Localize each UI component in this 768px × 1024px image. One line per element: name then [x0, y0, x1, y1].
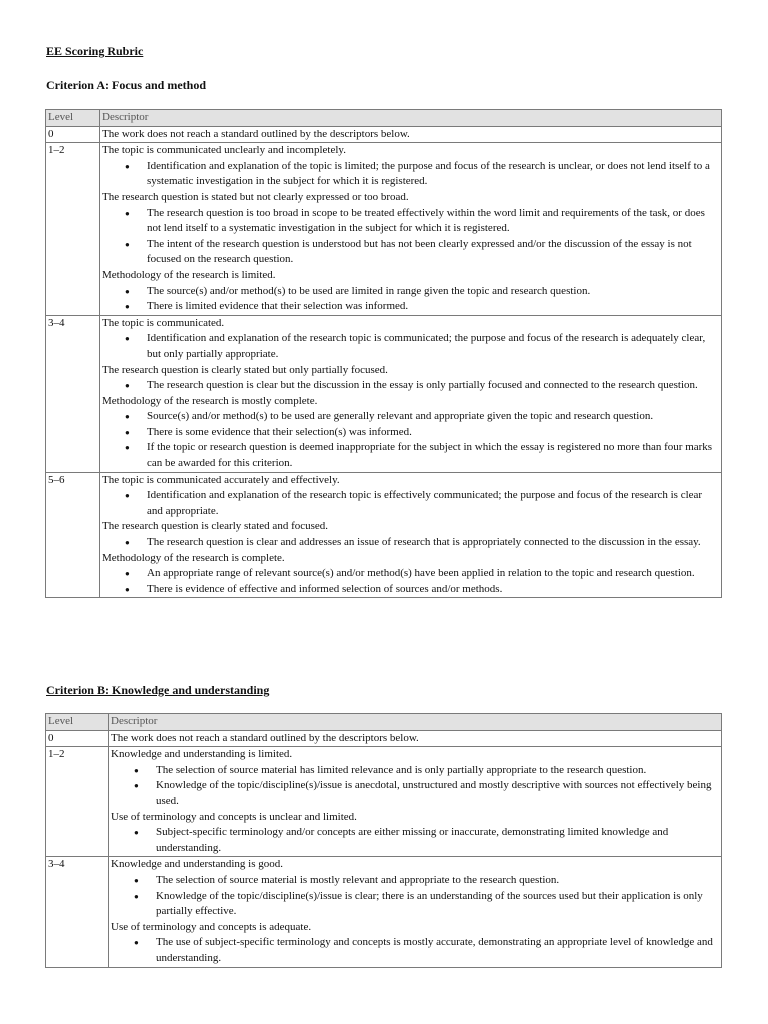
bullet-list	[111, 763, 719, 810]
descriptor-statement: Methodology of the research is complete.	[102, 551, 285, 564]
table-row	[46, 472, 722, 598]
descriptor-statement: The research question is clearly stated and focused.	[102, 520, 329, 533]
table-row	[46, 315, 722, 472]
descriptor-statement: The topic is communicated.	[102, 316, 225, 329]
level-cell: 1–2	[46, 747, 109, 857]
bullet-list	[102, 488, 719, 519]
bullet-item: ● The use of subject-specific terminology and concepts is mostly accurate, demonstrating an appropriate level of knowledge and understanding.	[156, 935, 719, 966]
bullet-item: ● There is evidence of effective and informed selection of sources and/or methods.	[147, 582, 719, 598]
bullet-list	[102, 159, 719, 190]
descriptor-statement: The work does not reach a standard outlined by the descriptors below.	[111, 731, 419, 744]
descriptor-statement: The research question is clearly stated but only partially focused.	[102, 363, 388, 376]
level-column-header: Level	[46, 110, 100, 127]
level-cell: 0	[46, 126, 100, 143]
descriptor-cell	[109, 730, 722, 747]
bullet-list	[102, 378, 719, 394]
table-row	[46, 747, 722, 857]
table-row	[46, 730, 722, 747]
bullet-list	[102, 409, 719, 471]
bullet-list	[102, 284, 719, 315]
descriptor-statement: The research question is stated but not clearly expressed or too broad.	[102, 190, 409, 203]
descriptor-statement: Use of terminology and concepts is unclear and limited.	[111, 810, 357, 823]
bullet-list	[102, 535, 719, 551]
bullet-list	[111, 935, 719, 966]
bullet-list	[111, 873, 719, 920]
criterion-b-heading: Criterion B: Knowledge and understanding	[46, 683, 270, 697]
bullet-item: ● Identification and explanation of the topic is limited; the purpose and focus of the research is unclear, or does not lend itself to a systematic investigation in the subject for which it is registered.	[147, 159, 719, 190]
level-cell: 1–2	[46, 143, 100, 316]
criterion-a-table	[45, 109, 722, 598]
descriptor-cell	[109, 747, 722, 857]
bullet-item: ● Knowledge of the topic/discipline(s)/issue is clear; there is an understanding of the sources used but their application is only partially effective.	[156, 889, 719, 920]
level-cell: 0	[46, 730, 109, 747]
bullet-item: ● The selection of source material has limited relevance and is only partially appropriate to the research question.	[156, 763, 719, 779]
document-title: EE Scoring Rubric	[46, 44, 144, 58]
bullet-item: ● There is some evidence that their selection(s) was informed.	[147, 425, 719, 441]
bullet-item: ● The research question is clear and addresses an issue of research that is appropriately connected to the discussion in the essay.	[147, 535, 719, 551]
bullet-item: ● Identification and explanation of the research topic is communicated; the purpose and focus of the research is adequately clear, but only partially appropriate.	[147, 331, 719, 362]
bullet-item: ● The research question is clear but the discussion in the essay is only partially focused and connected to the research question.	[147, 378, 719, 394]
bullet-item: ● Source(s) and/or method(s) to be used are generally relevant and appropriate given the topic and research question.	[147, 409, 719, 425]
descriptor-statement: The topic is communicated accurately and effectively.	[102, 473, 340, 486]
bullet-item: ● The selection of source material is mostly relevant and appropriate to the research question.	[156, 873, 719, 889]
descriptor-statement: Methodology of the research is limited.	[102, 268, 276, 281]
bullet-list	[102, 566, 719, 597]
descriptor-statement: Knowledge and understanding is good.	[111, 858, 283, 871]
level-cell: 3–4	[46, 315, 100, 472]
bullet-item: ● Identification and explanation of the research topic is effectively communicated; the purpose and focus of the research is clear and appropriate.	[147, 488, 719, 519]
table-row	[46, 143, 722, 316]
bullet-list	[102, 206, 719, 268]
bullet-item: ● The research question is too broad in scope to be treated effectively within the word limit and requirements of the task, or does not lend itself to a systematic investigation in the subject for which it is registered.	[147, 206, 719, 237]
bullet-item: ● The source(s) and/or method(s) to be used are limited in range given the topic and research question.	[147, 284, 719, 300]
descriptor-cell	[109, 857, 722, 967]
bullet-item: ● Subject-specific terminology and/or concepts are either missing or inaccurate, demonstrating limited knowledge and understanding.	[156, 825, 719, 856]
bullet-list	[102, 331, 719, 362]
descriptor-column-header: Descriptor	[109, 714, 722, 731]
table-row	[46, 126, 722, 143]
criterion-b-table	[45, 713, 722, 968]
table-header-row	[46, 714, 722, 731]
descriptor-cell	[100, 472, 722, 598]
descriptor-statement: Methodology of the research is mostly complete.	[102, 394, 318, 407]
level-cell: 3–4	[46, 857, 109, 967]
bullet-item: ● If the topic or research question is deemed inappropriate for the subject in which the essay is registered no more than four marks can be awarded for this criterion.	[147, 440, 719, 471]
descriptor-statement: The topic is communicated unclearly and incompletely.	[102, 144, 346, 157]
descriptor-statement: The work does not reach a standard outlined by the descriptors below.	[102, 127, 410, 140]
bullet-list	[111, 825, 719, 856]
descriptor-column-header: Descriptor	[100, 110, 722, 127]
table-header-row	[46, 110, 722, 127]
level-column-header: Level	[46, 714, 109, 731]
bullet-item: ● There is limited evidence that their selection was informed.	[147, 299, 719, 315]
descriptor-cell	[100, 143, 722, 316]
level-cell: 5–6	[46, 472, 100, 598]
descriptor-cell	[100, 315, 722, 472]
bullet-item: ● Knowledge of the topic/discipline(s)/issue is anecdotal, unstructured and mostly descriptive with sources not effectively being used.	[156, 778, 719, 809]
table-row	[46, 857, 722, 967]
bullet-item: ● The intent of the research question is understood but has not been clearly expressed and/or the discussion of the essay is not focused on the research question.	[147, 237, 719, 268]
descriptor-statement: Knowledge and understanding is limited.	[111, 748, 293, 761]
descriptor-statement: Use of terminology and concepts is adequate.	[111, 920, 312, 933]
bullet-item: ● An appropriate range of relevant source(s) and/or method(s) have been applied in relation to the topic and research question.	[147, 566, 719, 582]
descriptor-cell	[100, 126, 722, 143]
criterion-a-heading: Criterion A: Focus and method	[46, 78, 206, 92]
